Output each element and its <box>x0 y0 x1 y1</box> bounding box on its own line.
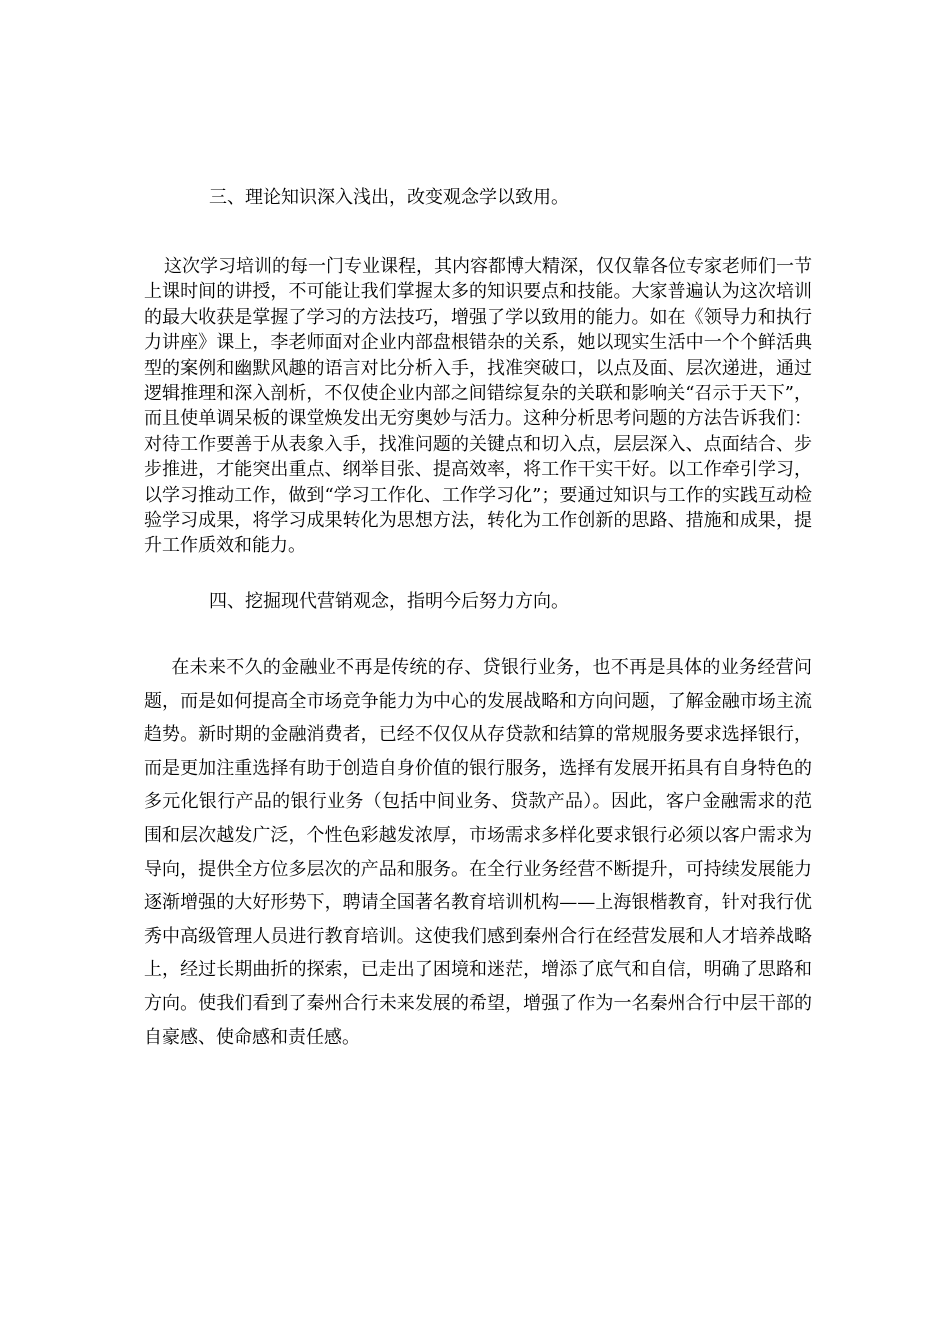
section-4-heading: 四、挖掘现代营销观念，指明今后努力方向。 <box>209 591 569 612</box>
section-4-body-text: 在未来不久的金融业不再是传统的存、贷银行业务，也不再是具体的业务经营问题，而是如何提高全市场竞争能力为中心的发展战略和方向问题，了解金融市场主流趋势。新时期的金融消费者，已经不仅仅从存贷款和结算的常规服务要求选择银行，而是更加注重选择有助于创造自身价值的银行服务，选择有发展开拓具有自身特色的多元化银行产品的银行业务（包括中间业务、贷款产品）。因此，客户金融需求的范围和层次越发广泛，个性色彩越发浓厚，市场需求多样化要求银行必须以客户需求为导向，提供全方位多层次的产品和服务。在全行业务经营不断提升，可持续发展能力逐渐增强的大好形势下，聘请全国著名教育培训机构——上海银楷教育，针对我行优秀中高级管理人员进行教育培训。这使我们感到秦州合行在经营发展和人才培养战略上，经过长期曲折的探索，已走出了困境和迷茫，增添了底气和自信，明确了思路和方向。使我们看到了秦州合行未来发展的希望，增强了作为一名秦州合行中层干部的自豪感、使命感和责任感。 <box>144 657 812 1048</box>
section-3-heading: 三、理论知识深入浅出，改变观念学以致用。 <box>209 187 569 208</box>
section-3-body-text: 这次学习培训的每一门专业课程，其内容都博大精深，仅仅靠各位专家老师们一节上课时间的讲授，不可能让我们掌握太多的知识要点和技能。大家普遍认为这次培训的最大收获是掌握了学习的方法技巧，增强了学以致用的能力。如在《领导力和执行力讲座》课上，李老师面对企业内部盘根错杂的关系，她以现实生活中一个个鲜活典型的案例和幽默风趣的语言对比分析入手，找准突破口，以点及面、层次递进，通过逻辑推理和深入剖析，不仅使企业内部之间错综复杂的关联和影响关“召示于天下”，而且使单调呆板的课堂焕发出无穷奥妙与活力。这种分析思考问题的方法告诉我们：对待工作要善于从表象入手，找准问题的关键点和切入点，层层深入、点面结合、步步推进，才能突出重点、纲举目张、提高效率，将工作干实干好。以工作牵引学习，以学习推动工作，做到“学习工作化、工作学习化”；要通过知识与工作的实践互动检验学习成果，将学习成果转化为思想方法，转化为工作创新的思路、措施和成果，提升工作质效和能力。 <box>144 256 812 557</box>
section-4-paragraph <box>144 651 812 1054</box>
section-3-paragraph <box>144 254 812 559</box>
